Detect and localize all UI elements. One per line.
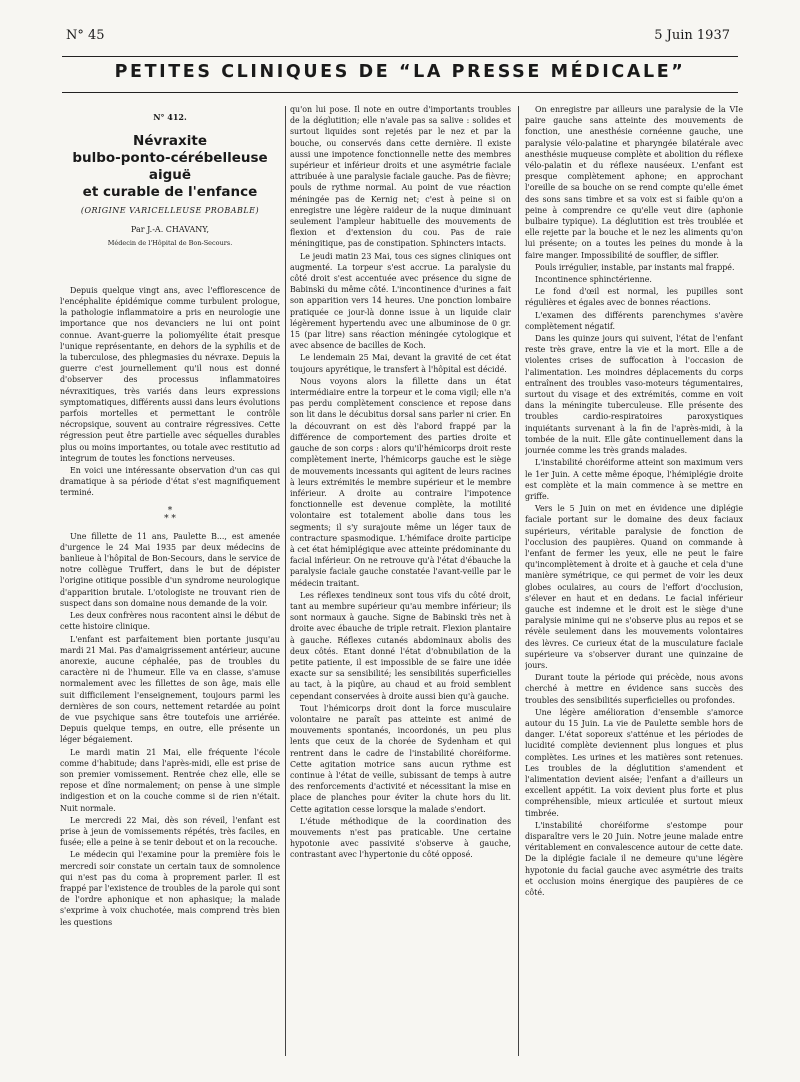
column-3 — [525, 104, 743, 1059]
paragraph: L'instabilité choréiforme atteint son maximum vers le 1er Juin. A cette même époque, l'hémiplégie droite est complète et la main commence à se mettre en griffe. — [525, 458, 743, 501]
paragraph: L'examen des différents parenchymes s'avère complètement négatif. — [525, 310, 743, 331]
paragraph: Vers le 5 Juin on met en évidence une diplégie faciale portant sur le domaine des deux faciaux supérieurs, véritable paralysie de fonction de l'occlusion des paupières. Quand on commande à l'enfant de fermer les yeux, elle ne peut le faire qu'incomplètement à droite et à gauche et cela d'une manière symétrique, ce qui permet de voir les deux globes oculaires, au cours de l'effort d'occlusion, s'élever en haut et en dedans. Le facial inférieur gauche est indemne et le droit est le siège d'une paralysie minime qui ne s'observe plus au repos et se révèle seulement dans les mouvements volontaires des lèvres. Ce curieux état de la musculature faciale supérieure va s'observer durant une quinzaine de jours. — [525, 504, 743, 670]
page-header — [66, 28, 730, 48]
paragraph: Le lendemain 25 Mai, devant la gravité de cet état toujours apyrétique, le transfert à l'hôpital est décidé. — [290, 353, 511, 374]
rubric-rule — [62, 92, 738, 93]
paragraph: Une légère amélioration d'ensemble s'amorce autour du 15 Juin. La vie de Paulette semble hors de danger. L'état soporeux s'atténue et les périodes de lucidité complète deviennent plus longues et plus complètes. Les urines et les matières sont retenues. Les troubles de la déglutition s'amendent et l'alimentation devient aisée; l'enfant a d'ailleurs un excellent appétit. La voix devient plus forte et plus compréhensible, mieux articulée et surtout mieux timbrée. — [525, 707, 743, 818]
article-subtitle: (ORIGINE VARICELLEUSE PROBABLE) — [80, 206, 260, 216]
paragraph: Une fillette de 11 ans, Paulette B..., est amenée d'urgence le 24 Mai 1935 par deux médecins de banlieue à l'hôpital de Bon-Secours, dans le service de notre collègue Truffert, dans le but de dépister l'origine otitique possible d'un syndrome neurologique d'apparition brutale. L'otologiste ne trouvant rien de suspect dans son domaine nous demande de la voir. — [60, 531, 280, 608]
paragraph: L'étude méthodique de la coordination des mouvements n'est pas praticable. Une certaine hypotonie avec passivité s'observe à gauche, contrastant avec l'hypertonie du côté opposé. — [290, 816, 511, 860]
paragraph: Les réflexes tendineux sont tous vifs du côté droit, tant au membre supérieur qu'au membre inférieur; ils sont normaux à gauche. Signe de Babinski très net à droite avec ébauche de triple retrait. Flexion plantaire à gauche. Réflexes cutanés abdominaux abolis des deux côtés. Etant donné l'état d'obnubilation de la petite patiente, il est impossible de se faire une idée exacte sur sa sensibilité; les sensibilités superficielles au tact, à la piqûre, au chaud et au froid semblent cependant conservées à droite aussi bien qu'à gauche. — [290, 590, 511, 701]
paragraph: Le fond d'œil est normal, les pupilles sont régulières et égales avec de bonnes réactions. — [525, 287, 743, 308]
paragraph: Pouls irrégulier, instable, par instants mal frappé. — [535, 262, 735, 272]
paragraph: Dans les quinze jours qui suivent, l'état de l'enfant reste très grave, entre la vie et la mort. Elle a de violentes crises de suffocation à l'occasion de l'alimentation. Les moindres déplacements du corps entraînent des troubles vaso-moteurs tégumentaires, surtout du visage et des extrémités, comme en voit dans la méningite tuberculeuse. Elle présente des troubles cardio-respiratoires paroxystiques inquiétants survenant à la fin de l'après-midi, à la tombée de la nuit. Elle gâte continuellement dans la journée comme les très grands malades. — [525, 334, 743, 456]
paragraph: En voici une intéressante observation d'un cas qui dramatique à sa période d'état s'est magnifiquement terminé. — [60, 466, 280, 498]
paragraph: Tout l'hémicorps droit dont la force musculaire volontaire ne paraît pas atteinte est animé de mouvements spontanés, incoordonés, un peu plus lents que ceux de la chorée de Sydenham et qui rentrent dans le cadre de l'instabilité choréiforme. Cette agitation motrice sans aucun rythme est continue à l'état de veille, subissant de temps à autre des renforcements d'activité et nécessitant la mise en place de planches pour éviter la chute hors du lit. Cette agitation cesse lorsque la malade s'endort. — [290, 703, 511, 814]
paragraph: Le médecin qui l'examine pour la première fois le mercredi soir constate un certain taux de somnolence qui n'est pas du coma à proprement parler. Il est frappé par l'existence de troubles de la parole qui sont de l'ordre aphonique et non aphasique; la malade s'exprime à voix chuchotée, mais comprend très bien les questions — [60, 850, 280, 927]
paragraph: Le mardi matin 21 Mai, elle fréquente l'école comme d'habitude; dans l'après-midi, elle est prise de son premier vomissement. Rentrée chez elle, elle se repose et dîne normalement; on pense à une simple indigestion et on la couche comme si de rien n'était. Nuit normale. — [60, 747, 280, 813]
title-line-2: bulbo-ponto-cérébelleuse aiguë — [72, 150, 268, 184]
article-number: N° 412. — [153, 112, 187, 122]
issue-number: N° 45 — [66, 28, 105, 43]
rubric-title: PETITES CLINIQUES DE “LA PRESSE MÉDICALE” — [114, 62, 686, 82]
article-title — [60, 133, 280, 201]
paragraph: Nous voyons alors la fillette dans un état intermédiaire entre la torpeur et le coma vigil; elle n'a pas perdu complètement conscience et repose dans son lit dans le décubitus dorsal sans parler ni crier. En la découvrant on est dès l'abord frappé par la différence de comportement des parties droite et gauche de son corps : alors qu'il'hémicorps droit reste complètement inerte, l'hémicorps gauche est le siège de mouvements incessants qui agitent de leurs racines à leurs extrémités le membre supérieur et le membre inférieur. A droite au contraire l'impotence fonctionnelle est devenue complète, la motilité volontaire est totalement abolie dans tous les segments; il s'y surajoute même un léger taux de contracture spasmodique. L'hémiface droite participe à cet état hémiplégique avec atteinte prédominante du facial inférieur. On ne retrouve qu'à l'état d'ébauche la paralysie faciale gauche constatée l'avant-veille par le médecin traitant. — [290, 376, 511, 588]
author-affiliation: Médecin de l'Hôpital de Bon-Secours. — [107, 238, 233, 247]
title-line-1: Névraxite — [133, 133, 207, 150]
article-author: Par J.-A. CHAVANY, — [130, 225, 210, 235]
column-1 — [60, 104, 280, 1059]
title-line-3: et curable de l'enfance — [82, 184, 258, 201]
paragraph: L'instabilité choréiforme s'estompe pour disparaître vers le 20 Juin. Notre jeune malade entre véritablement en convalescence autour de cette date. De la diplégie faciale il ne demeure qu'une légère hypotonie du facial gauche avec asymétrie des traits et occlusion moins énergique des paupières de ce côté. — [525, 820, 743, 898]
paragraph: Depuis quelque vingt ans, avec l'efflorescence de l'encéphalite épidémique comme turbulent prologue, la pathologie inflammatoire a pris en neurologie une importance que nos devanciers ne lui ont point connue. Avant-guerre la poliomyélite était presque l'unique représentante, en dehors de la syphilis et de la tuberculose, des phlegmasies du névraxe. Depuis la guerre c'est journellement qu'il nous est donné d'observer des processus inflammatoires névraxitiques, très variés dans leurs expressions symptomatiques, différents aussi dans leurs évolutions parfois mortelles et permettant le contrôle nécropsique, souvent au contraire régressives. Cette régression peut être partielle avec séquelles durables plus ou moins importantes, ou totale avec restitutio ad integrum de toutes les fonctions nerveuses. — [60, 285, 280, 463]
paragraph: Le mercredi 22 Mai, dès son réveil, l'enfant est prise à jeun de vomissements répétés, très faciles, en fusée; elle a peine à se tenir debout et on la recouche. — [60, 815, 280, 848]
column-divider — [518, 106, 519, 1056]
paragraph: Les deux confrères nous racontent ainsi le début de cette histoire clinique. — [60, 611, 280, 632]
paragraph: Durant toute la période qui précède, nous avons cherché à mettre en évidence sans succès des troubles des sensibilités superficielles ou profondes. — [525, 673, 743, 705]
paragraph: Le jeudi matin 23 Mai, tous ces signes cliniques ont augmenté. La torpeur s'est accrue. La paralysie du côté droit s'est accentuée avec présence du signe de Babinski du même côté. L'incontinence d'urines a fait son apparition vers 14 heures. Une ponction lombaire pratiquée ce jour-là donne issue à un liquide clair légèrement hypertendu avec une albuminose de 0 gr. 15 (par litre) sans réaction méningée cytologique et avec absence de bacilles de Koch. — [290, 251, 511, 351]
section-separator: * * * — [164, 505, 176, 524]
paragraph: L'enfant est parfaitement bien portante jusqu'au mardi 21 Mai. Pas d'amaigrissement antérieur, aucune anorexie, aucune céphalée, pas de troubles du caractère ni de l'humeur. Elle va en classe, s'amuse normalement avec les fillettes de son âge, mais elle suit difficilement l'enseignement, toujours parmi les dernières de son cours, nettement retardée au point de vue psychique sans être toutefois une arriérée. Depuis quelque temps, en outre, elle présente un léger bégaiement. — [60, 634, 280, 745]
paragraph: qu'on lui pose. Il note en outre d'importants troubles de la déglutition; elle n'avale pas sa salive : solides et surtout liquides sont rejetés par le nez et par la bouche, ou conservés dans cette dernière. Il existe aussi une impotence fonctionnelle nette des membres supérieur et inférieur droits et une asymétrie faciale attribuée à une paralysie faciale gauche. Pas de fièvre; pouls de rythme normal. Au point de vue réaction méningée pas de Kernig net; c'est à peine si on enregistre une légère raideur de la nuque diminuant seulement l'ampleur habituelle des mouvements de flexion et d'extension du cou. Pas de raie méningitique, pas de constipation. Sphincters intacts. — [290, 105, 511, 249]
column-divider — [285, 106, 286, 1056]
paragraph: Incontinence sphinctérienne. — [535, 275, 652, 285]
column-2 — [290, 104, 511, 1059]
issue-date: 5 Juin 1937 — [654, 28, 730, 43]
paragraph: On enregistre par ailleurs une paralysie de la VIe paire gauche sans atteinte des mouvements de fonction, une anesthésie cornéenne gauche, une paralysie vélo-palatine et pharyngée bilatérale avec anesthésie muqueuse complète et abolition du réflexe vélo-palatin et du réflexe nauséeux. L'enfant est presque complètement aphone; en approchant l'oreille de sa bouche on se rend compte qu'elle émet des sons sans timbre et sa voix est si faible qu'on a peine à comprendre ce qu'elle veut dire (aphonie bulbaire typique). La déglutition est très troublée et elle rejette par la bouche et le nez les aliments qu'on lui présente; on a toutes les peines du monde à la faire manger. Impossibilité de souffler, de siffler. — [525, 105, 743, 260]
top-rule — [62, 56, 738, 57]
